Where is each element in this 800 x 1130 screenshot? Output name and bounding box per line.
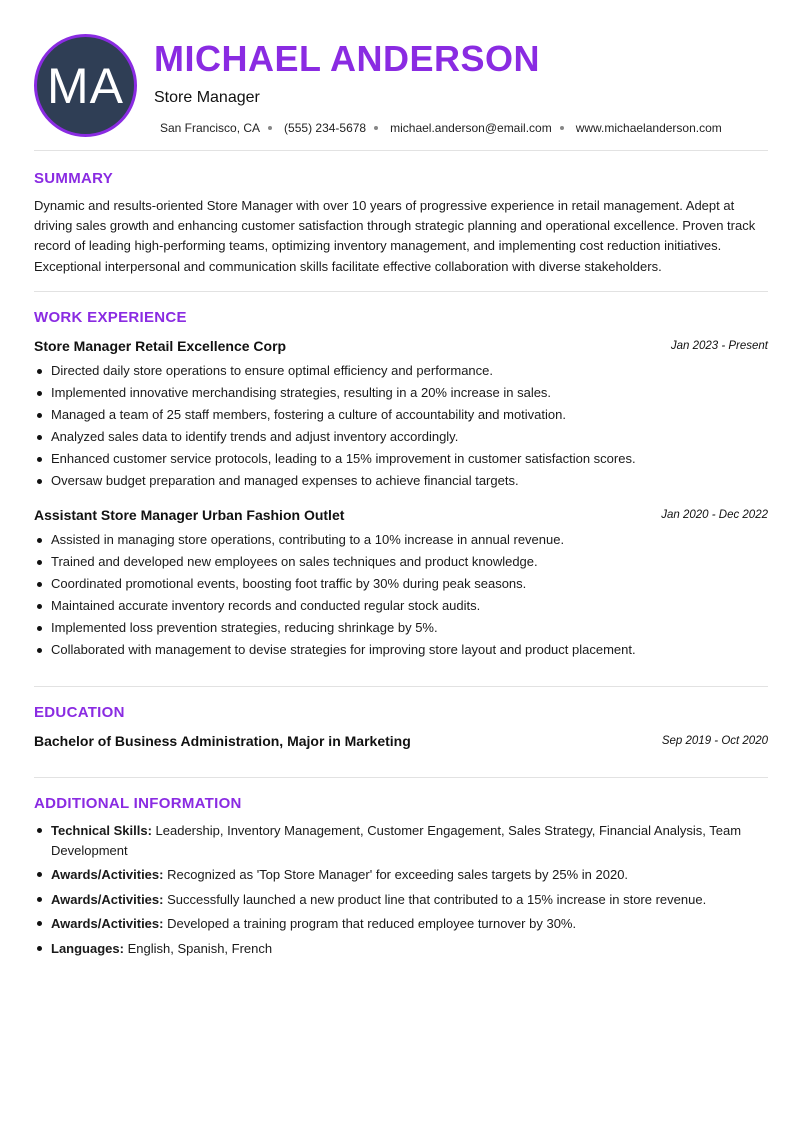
job-dates: Jan 2023 - Present — [670, 340, 768, 352]
avatar — [34, 34, 137, 137]
list-item: Maintained accurate inventory records and conducted regular stock audits. — [34, 595, 768, 617]
contact-line — [160, 121, 722, 135]
education-dates: Sep 2019 - Oct 2020 — [661, 735, 768, 747]
education-entry — [34, 733, 768, 751]
info-label: Awards/Activities: — [51, 867, 164, 882]
section-divider — [34, 777, 768, 778]
list-item: Assisted in managing store operations, contributing to a 10% increase in annual revenue. — [34, 529, 768, 551]
contact-phone: (555) 234-5678 — [284, 121, 367, 135]
job-role-company: Assistant Store Manager Urban Fashion Outlet — [34, 507, 345, 523]
list-item: Collaborated with management to devise strategies for improving store layout and product placement. — [34, 639, 768, 661]
list-item: Managed a team of 25 staff members, fostering a culture of accountability and motivation. — [34, 404, 768, 426]
degree: Bachelor of Business Administration, Major in Marketing — [34, 733, 411, 749]
section-divider — [34, 291, 768, 292]
summary-text: Dynamic and results-oriented Store Manager with over 10 years of progressive experience in retail management. Adept at driving sales growth and enhancing customer satisfaction through strategic planning and operational excellence. Proven track record of leading high-performing teams, optimizing inventory management, and implementing cost reduction initiatives. Exceptional interpersonal and communication skills facilitate effective collaboration with diverse stakeholders. — [34, 198, 756, 274]
job-role-company: Store Manager Retail Excellence Corp — [34, 338, 287, 354]
list-item: Analyzed sales data to identify trends and adjust inventory accordingly. — [34, 426, 768, 448]
job-entry-header — [34, 338, 768, 356]
contact-email[interactable]: michael.anderson@email.com — [390, 121, 552, 135]
candidate-name: MICHAEL ANDERSON — [154, 38, 541, 79]
info-text: Leadership, Inventory Management, Customer Engagement, Sales Strategy, Financial Analysis, Team Development — [51, 823, 742, 858]
list-item: Implemented loss prevention strategies, reducing shrinkage by 5%. — [34, 617, 768, 639]
resume-header — [34, 34, 768, 138]
additional-info-list — [34, 821, 768, 963]
job-title: Store Manager — [154, 89, 260, 106]
additional-info-heading: ADDITIONAL INFORMATION — [34, 795, 242, 812]
job-dates: Jan 2020 - Dec 2022 — [661, 509, 768, 521]
list-item: Oversaw budget preparation and managed expenses to achieve financial targets. — [34, 470, 768, 492]
info-text: Developed a training program that reduced employee turnover by 30%. — [163, 916, 577, 931]
section-divider — [34, 150, 768, 151]
list-item — [34, 890, 768, 910]
summary-heading: SUMMARY — [34, 170, 114, 187]
separator-dot — [560, 126, 564, 130]
list-item: Implemented innovative merchandising strategies, resulting in a 20% increase in sales. — [34, 382, 768, 404]
info-text: Recognized as 'Top Store Manager' for exceeding sales targets by 25% in 2020. — [163, 867, 629, 882]
contact-location: San Francisco, CA — [160, 121, 261, 135]
list-item — [34, 914, 768, 934]
list-item: Enhanced customer service protocols, leading to a 15% improvement in customer satisfaction scores. — [34, 448, 768, 470]
list-item: Coordinated promotional events, boosting foot traffic by 30% during peak seasons. — [34, 573, 768, 595]
section-divider — [34, 686, 768, 687]
info-text: English, Spanish, French — [123, 940, 273, 956]
info-label: Awards/Activities: — [51, 916, 164, 931]
work-experience-heading: WORK EXPERIENCE — [34, 309, 187, 326]
job-entry-header — [34, 507, 768, 525]
list-item — [34, 865, 768, 885]
education-heading: EDUCATION — [34, 704, 125, 721]
info-label: Awards/Activities: — [51, 891, 164, 907]
info-label: Languages: — [51, 940, 124, 956]
separator-dot — [268, 126, 272, 130]
avatar-initials: MA — [47, 57, 124, 114]
info-text: Successfully launched a new product line that contributed to a 15% increase in store revenue. — [163, 891, 707, 907]
list-item — [34, 939, 768, 959]
separator-dot — [374, 126, 378, 130]
list-item: Trained and developed new employees on sales techniques and product knowledge. — [34, 551, 768, 573]
contact-website[interactable]: www.michaelanderson.com — [575, 121, 722, 135]
list-item: Directed daily store operations to ensure optimal efficiency and performance. — [34, 360, 768, 382]
job-bullets — [34, 529, 768, 661]
info-label: Technical Skills: — [51, 823, 152, 838]
list-item — [34, 821, 768, 860]
job-bullets — [34, 360, 768, 492]
